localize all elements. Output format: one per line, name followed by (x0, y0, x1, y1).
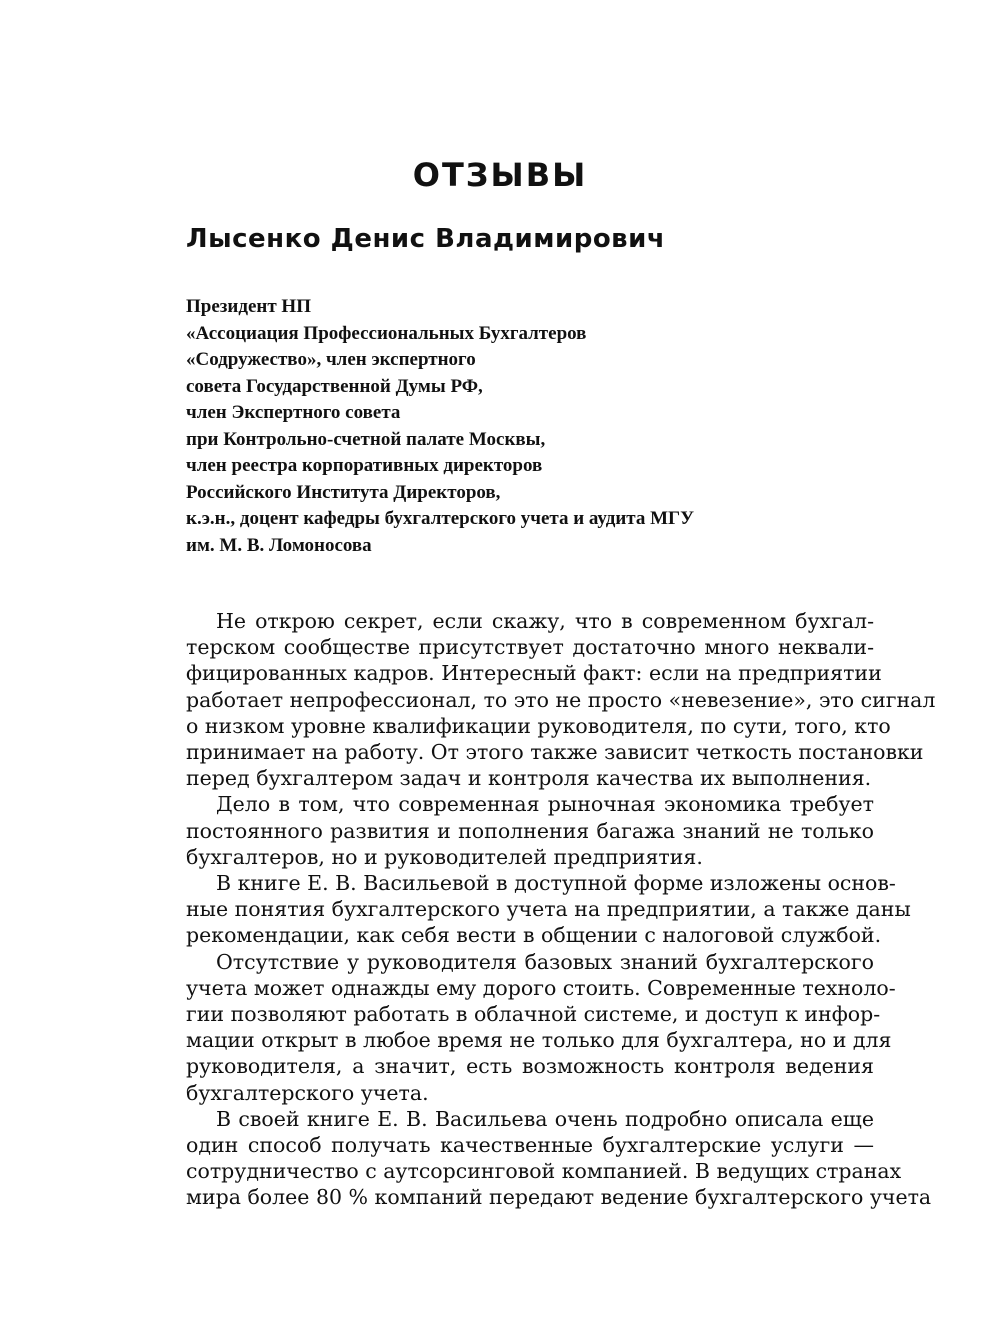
text-line: о низком уровне квалификации руководителя, по сути, того, кто (186, 713, 891, 738)
credential-line: «Ассоциация Профессиональных Бухгалтеров (186, 322, 587, 344)
text-line: один способ получать качественные бухгалтерские услуги — (186, 1133, 874, 1158)
author-credentials (186, 294, 694, 559)
review-body (186, 608, 936, 1211)
text-line: гии позволяют работать в облачной системе, и доступ к инфор- (186, 1002, 881, 1027)
text-line: перед бухгалтером задач и контроля качества их выполнения. (186, 766, 872, 791)
text-line: ные понятия бухгалтерского учета на предприятии, а также даны (186, 897, 911, 922)
text-line: Отсутствие у руководителя базовых знаний бухгалтерского (216, 949, 874, 974)
text-line: Не открою секрет, если скажу, что в современном бухгал- (216, 609, 874, 633)
author-name: Лысенко Денис Владимирович (186, 224, 666, 254)
text-line: В своей книге Е. В. Васильева очень подробно описала еще (216, 1106, 874, 1131)
text-line: руководителя, а значит, есть возможность контроля ведения (186, 1054, 874, 1079)
text-line: бухгалтерского учета. (186, 1080, 429, 1105)
text-line: принимает на работу. От этого также зависит четкость постановки (186, 740, 924, 765)
credential-line: Президент НП (186, 296, 311, 317)
credential-line: к.э.н., доцент кафедры бухгалтерского учета и аудита МГУ (186, 508, 695, 529)
text-line: сотрудничество с аутсорсинговой компанией. В ведущих странах (186, 1159, 902, 1184)
text-line: мира более 80 % компаний передают ведение бухгалтерского учета (186, 1185, 932, 1210)
text-line: терском сообществе присутствует достаточно много неквали- (186, 635, 874, 660)
text-line: Дело в том, что современная рыночная экономика требует (216, 792, 874, 817)
text-line: учета может однажды ему дорого стоить. Современные техноло- (186, 975, 896, 1000)
text-line: работает непрофессионал, то это не просто «невезение», это сигнал (186, 687, 936, 712)
credential-line: при Контрольно-счетной палате Москвы, (186, 428, 546, 450)
credential-line: «Содружество», член экспертного (186, 349, 476, 370)
text-line: мации открыт в любое время не только для бухгалтера, но и для (186, 1028, 892, 1053)
section-heading: ОТЗЫВЫ (412, 156, 588, 194)
text-line: рекомендации, как себя вести в общении с налоговой службой. (186, 923, 882, 948)
credential-line: совета Государственной Думы РФ, (186, 375, 483, 397)
text-line: постоянного развития и пополнения багажа знаний не только (186, 818, 874, 843)
text-line: бухгалтеров, но и руководителей предприятия. (186, 844, 703, 869)
text-line: фицированных кадров. Интересный факт: если на предприятии (186, 661, 882, 686)
credential-line: Российского Института Директоров, (186, 481, 501, 503)
credential-line: член реестра корпоративных директоров (186, 455, 543, 476)
credential-line: им. М. В. Ломоносова (186, 534, 372, 556)
credential-line: член Экспертного совета (186, 402, 401, 423)
text-line: В книге Е. В. Васильевой в доступной форме изложены основ- (216, 871, 896, 896)
